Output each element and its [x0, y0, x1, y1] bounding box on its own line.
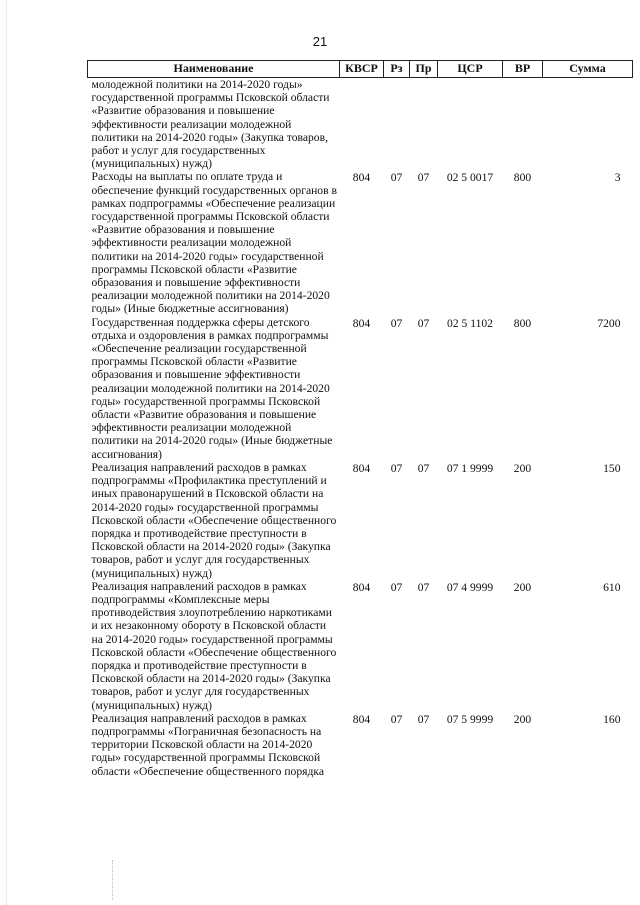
row-rz: 07 — [390, 580, 403, 594]
row-sum: 610 — [603, 580, 621, 594]
table-header — [88, 61, 633, 78]
row-csr: 07 4 9999 — [446, 580, 494, 594]
row-csr — [438, 78, 503, 171]
row-rz — [384, 78, 410, 171]
table-row — [88, 461, 633, 580]
header-kvsr: КВСР — [340, 61, 384, 78]
row-vr: 800 — [513, 316, 532, 330]
table-row — [88, 316, 633, 461]
row-vr: 200 — [513, 712, 532, 726]
row-csr: 02 5 1102 — [447, 316, 493, 330]
row-csr: 07 1 9999 — [446, 461, 494, 475]
header-vr: ВР — [503, 61, 543, 78]
row-name: Реализация направлений расходов в рамках подпрограммы «Комплексные меры противодействия злоупотреблению наркотиками и их незаконному обороту в Псковской области на 2014-2020 годы» государственной программы Псковской области «Обеспечение общественного порядка и противодействие преступности в Псковской области на 2014-2020 годы» (Закупка товаров, работ и услуг для государственных (муниципальных) нужд) — [91, 579, 337, 712]
row-sum — [543, 78, 633, 171]
row-rz: 07 — [390, 316, 403, 330]
header-rz: Рз — [384, 61, 410, 78]
row-csr: 07 5 9999 — [446, 712, 494, 726]
row-sum: 7200 — [597, 316, 621, 330]
table-body — [88, 78, 633, 778]
row-rz: 07 — [390, 171, 403, 185]
row-pr: 07 — [417, 712, 430, 726]
scan-edge — [6, 0, 8, 905]
row-vr: 200 — [513, 461, 532, 475]
row-kvsr: 804 — [352, 580, 371, 594]
row-sum: 150 — [603, 461, 621, 475]
header-pr: Пр — [410, 61, 438, 78]
row-kvsr — [340, 78, 384, 171]
row-csr: 02 5 0017 — [446, 171, 494, 185]
row-name: Реализация направлений расходов в рамках подпрограммы «Пограничная безопасность на территории Псковской области на 2014-2020 годы» государственной программы Псковской области «Обеспечение общественного порядка — [91, 711, 324, 778]
row-vr: 200 — [513, 580, 532, 594]
budget-table — [87, 60, 633, 778]
row-pr: 07 — [417, 171, 430, 185]
row-vr — [503, 78, 543, 171]
row-pr — [410, 78, 438, 171]
row-kvsr: 804 — [352, 171, 371, 185]
row-rz: 07 — [390, 712, 403, 726]
row-kvsr: 804 — [352, 712, 371, 726]
header-name: Наименование — [88, 61, 340, 78]
table-row — [88, 78, 633, 171]
row-pr: 07 — [417, 316, 430, 330]
row-rz: 07 — [390, 461, 403, 475]
row-sum: 3 — [614, 171, 621, 185]
header-row — [88, 61, 633, 78]
row-name: Государственная поддержка сферы детского отдыха и оздоровления в рамках подпрограммы «Обеспечение реализации государственной программы Псковской области «Развитие образования и повышение эффективности реализации молодежной политики на 2014-2020 годы» государственной программы Псковской области «Развитие образования и повышение эффективности реализации молодежной политики на 2014-2020 годы» (Иные бюджетные ассигнования) — [91, 315, 333, 461]
row-name: Расходы на выплаты по оплате труда и обеспечение функций государственных органов в рамках подпрограммы «Обеспечение реализации государственной программы Псковской области «Развитие образования и повышение эффективности реализации молодежной политики на 2014-2020 годы» государственной программы Псковской области «Развитие образования и повышение эффективности реализации молодежной политики на 2014-2020 годы» (Иные бюджетные ассигнования) — [91, 170, 337, 316]
page-number: 21 — [312, 34, 328, 49]
header-sum: Сумма — [543, 61, 633, 78]
row-name: молодежной политики на 2014-2020 годы» государственной программы Псковской области «Развитие образования и повышение эффективности реализации молодежной политики на 2014-2020 годы» (Закупка товаров, работ и услуг для государственных (муниципальных) нужд) — [91, 78, 330, 171]
header-csr: ЦСР — [438, 61, 503, 78]
row-name: Реализация направлений расходов в рамках подпрограммы «Профилактика преступлений и иных правонарушений в Псковской области на 2014-2020 годы» государственной программы Псковской области «Обеспечение общественного порядка и противодействие преступности в Псковской области на 2014-2020 годы» (Закупка товаров, работ и услуг для государственных (муниципальных) нужд) — [91, 460, 337, 580]
row-vr: 800 — [513, 171, 532, 185]
row-pr: 07 — [417, 580, 430, 594]
row-kvsr: 804 — [352, 316, 371, 330]
table-row — [88, 712, 633, 778]
row-sum: 160 — [603, 712, 621, 726]
table-row — [88, 580, 633, 712]
table-row — [88, 170, 633, 315]
row-kvsr: 804 — [352, 461, 371, 475]
scan-artifact — [112, 860, 115, 900]
row-pr: 07 — [417, 461, 430, 475]
